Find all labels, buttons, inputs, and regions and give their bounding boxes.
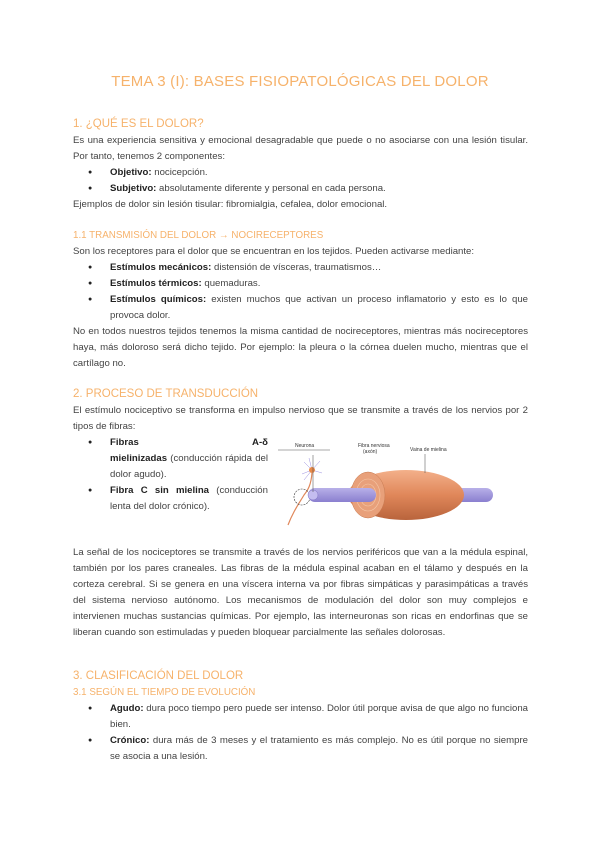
- paragraph: Es una experiencia sensitiva y emocional desagradable que puede o no asociarse con una lesión tisular. Por tanto, tenemos 2 componentes:: [73, 135, 528, 162]
- page-title: TEMA 3 (I): BASES FISIOPATOLÓGICAS DEL DOLOR: [111, 73, 489, 90]
- section-transmision: [73, 228, 528, 372]
- paragraph: Son los receptores para el dolor que se encuentran en los tejidos. Pueden activarse mediante:: [73, 246, 475, 257]
- svg-text:Neurona: Neurona: [295, 443, 315, 449]
- list-item: ● Estímulos químicos: existen muchos que activan un proceso inflamatorio y esto es lo que provoca dolor.: [73, 292, 528, 324]
- subsection-heading: 3.1 SEGÚN EL TIEMPO DE EVOLUCIÓN: [73, 687, 256, 698]
- paragraph: El estímulo nociceptivo se transforma en impulso nervioso que se transmite a través de los nervios por 2 tipos de fibras:: [73, 405, 528, 432]
- section-heading: 1. ¿QUÉ ES EL DOLOR?: [73, 118, 204, 130]
- svg-text:Fibra nerviosa: Fibra nerviosa: [358, 443, 390, 449]
- section-heading: 3. CLASIFICACIÓN DEL DOLOR: [73, 670, 244, 682]
- list-item: ● Fibras A-δ mielinizadas (conducción rápida del dolor agudo).: [73, 435, 268, 483]
- svg-text:(axón): (axón): [363, 449, 378, 455]
- list-item: ● Objetivo: nocicepción.: [73, 165, 528, 181]
- section-heading: 2. PROCESO DE TRANSDUCCIÓN: [73, 388, 259, 400]
- paragraph: Ejemplos de dolor sin lesión tisular: fibromialgia, cefalea, dolor emocional.: [73, 199, 388, 210]
- list-item: ● Agudo: dura poco tiempo pero puede ser intenso. Dolor útil porque avisa de que algo no funciona bien.: [73, 701, 528, 733]
- list-item: ● Estímulos térmicos: quemaduras.: [73, 276, 528, 292]
- section-que-es-dolor: [73, 115, 528, 213]
- list-item: ● Subjetivo: absolutamente diferente y personal en cada persona.: [73, 181, 528, 197]
- list-item: ● Crónico: dura más de 3 meses y el tratamiento es más complejo. No es útil porque no siempre se asocia a una lesión.: [73, 733, 528, 765]
- subsection-heading: 1.1 TRANSMISIÓN DEL DOLOR → NOCIRECEPTORES: [73, 230, 324, 241]
- nerve-fiber-illustration: [278, 440, 508, 535]
- paragraph: No en todos nuestros tejidos tenemos la misma cantidad de nocireceptores, mientras más nocireceptores haya, más doloroso será dicho tejido. Por ejemplo: la pleura o la córnea duelen mucho, mientras que el cartílago no.: [73, 326, 528, 369]
- section-clasificacion: [73, 667, 528, 765]
- section-transduccion-paragraph: [73, 545, 528, 641]
- paragraph: La señal de los nociceptores se transmite a través de los nervios periféricos que van a la médula espinal, también por los pares craneales. Las fibras de la médula espinal acaban en el tálamo y después en la corteza cerebral. Si se genera en una víscera interna va por fibras simpáticas y parasimpáticas a través del sistema nervioso autónomo. Los mecanismos de modulación del dolor son muy complejos e intervienen muchas sustancias químicas. Por ejemplo, las interneuronas son ricas en endorfinas que se liberan cuando son estimuladas y pueden bloquear parcialmente las señales dolorosas.: [73, 547, 528, 638]
- svg-text:Vaina de mielina: Vaina de mielina: [410, 447, 447, 453]
- list-item: ● Fibra C sin mielina (conducción lenta del dolor crónico).: [73, 483, 268, 515]
- list-item: ● Estímulos mecánicos: distensión de vísceras, traumatismos…: [73, 260, 528, 276]
